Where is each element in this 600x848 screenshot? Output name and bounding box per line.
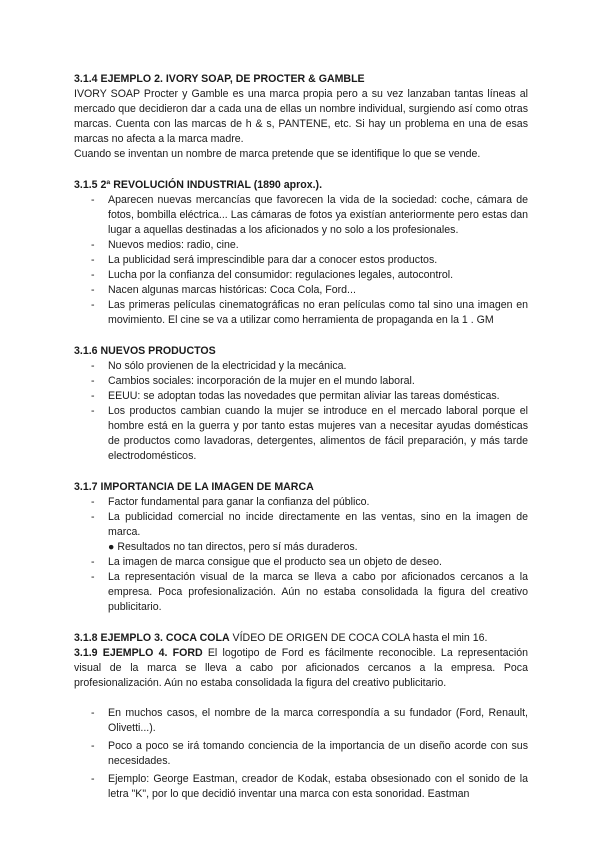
list-item: - La publicidad será imprescindible para dar a conocer estos productos. xyxy=(74,253,528,268)
dash-list xyxy=(74,495,528,540)
list-item: - La imagen de marca consigue que el producto sea un objeto de deseo. xyxy=(74,555,528,570)
list-item: - La publicidad comercial no incide directamente en las ventas, sino en la imagen de marca. xyxy=(74,510,528,540)
section-heading: 3.1.5 2ª REVOLUCIÓN INDUSTRIAL (1890 aprox.). xyxy=(74,179,323,191)
dash-list xyxy=(74,706,528,802)
list-item: - Nuevos medios: radio, cine. xyxy=(74,238,528,253)
list-item: - Factor fundamental para ganar la confianza del público. xyxy=(74,495,528,510)
section-3-1-5 xyxy=(74,178,528,328)
section-heading: 3.1.9 EJEMPLO 4. FORD xyxy=(74,647,203,659)
section-heading: 3.1.6 NUEVOS PRODUCTOS xyxy=(74,345,216,357)
document-page xyxy=(74,72,528,805)
dash-list xyxy=(74,193,528,328)
list-item: - No sólo provienen de la electricidad y la mecánica. xyxy=(74,359,528,374)
section-3-1-9 xyxy=(74,646,528,802)
section-3-1-6 xyxy=(74,344,528,464)
list-item: - Nacen algunas marcas históricas: Coca Cola, Ford... xyxy=(74,283,528,298)
section-heading: 3.1.4 EJEMPLO 2. IVORY SOAP, DE PROCTER & GAMBLE xyxy=(74,73,365,85)
list-item: - Lucha por la confianza del consumidor: regulaciones legales, autocontrol. xyxy=(74,268,528,283)
section-text: VÍDEO DE ORIGEN DE COCA COLA hasta el min 16. xyxy=(229,632,488,644)
section-heading: 3.1.8 EJEMPLO 3. COCA COLA xyxy=(74,632,230,644)
section-3-1-4 xyxy=(74,72,528,162)
paragraph: Cuando se inventan un nombre de marca pretende que se identifique lo que se vende. xyxy=(74,148,481,160)
list-item: - EEUU: se adoptan todas las novedades que permitan aliviar las tareas domésticas. xyxy=(74,389,528,404)
paragraph xyxy=(74,631,528,646)
paragraph xyxy=(74,646,528,691)
paragraph: IVORY SOAP Procter y Gamble es una marca propia pero a su vez lanzaban tantas líneas al mercado que decidieron dar a cada una de ellas un nombre individual, surgiendo así como otras marcas. Cuenta con las marcas de h & s, PANTENE, etc. Si hay un problema en una de esas marcas no afecta a la marca madre. xyxy=(74,88,528,145)
list-item: - La representación visual de la marca se lleva a cabo por aficionados cercanos a la empresa. Poca profesionalización. Aún no estaba consolidada la figura del creativo publicitario. xyxy=(74,570,528,615)
section-3-1-8 xyxy=(74,631,528,646)
bullet-item: ● Resultados no tan directos, pero sí más duraderos. xyxy=(108,541,358,553)
list-item: - Aparecen nuevas mercancías que favorecen la vida de la sociedad: coche, cámara de fotos, bombilla eléctrica... Las cámaras de fotos ya existían anteriormente pero estas dan lugar a aquellas destinadas a los aficionados y no solo a los profesionales. xyxy=(74,193,528,238)
list-item: - Ejemplo: George Eastman, creador de Kodak, estaba obsesionado con el sonido de la letra "K", por lo que decidió inventar una marca con esta sonoridad. Eastman xyxy=(74,772,528,802)
dash-list xyxy=(74,359,528,464)
list-item: - Las primeras películas cinematográficas no eran películas como tal sino una imagen en movimiento. El cine se va a utilizar como herramienta de propaganda en la 1 . GM xyxy=(74,298,528,328)
list-item: - En muchos casos, el nombre de la marca correspondía a su fundador (Ford, Renault, Olivetti...). xyxy=(74,706,528,736)
section-heading: 3.1.7 IMPORTANCIA DE LA IMAGEN DE MARCA xyxy=(74,481,314,493)
list-item: - Poco a poco se irá tomando conciencia de la importancia de un diseño acorde con sus necesidades. xyxy=(74,739,528,769)
section-3-1-7 xyxy=(74,480,528,615)
section-text: El logotipo de Ford es fácilmente reconocible. La representación visual de la marca se lleva a cabo por aficionados cercanos a la empresa. Poca profesionalización. Aún no estaba consolidada la figura del creativo publicitario. xyxy=(74,647,528,689)
list-item: - Los productos cambian cuando la mujer se introduce en el mercado laboral porque el hombre está en la guerra y por tanto estas mujeres van a necesitar ayudas domésticas de productos como lavadoras, detergentes, alimentos de fácil preparación, y más tarde electrodomésticos. xyxy=(74,404,528,464)
list-item: - Cambios sociales: incorporación de la mujer en el mundo laboral. xyxy=(74,374,528,389)
dash-list xyxy=(74,555,528,615)
spacer xyxy=(74,691,528,706)
